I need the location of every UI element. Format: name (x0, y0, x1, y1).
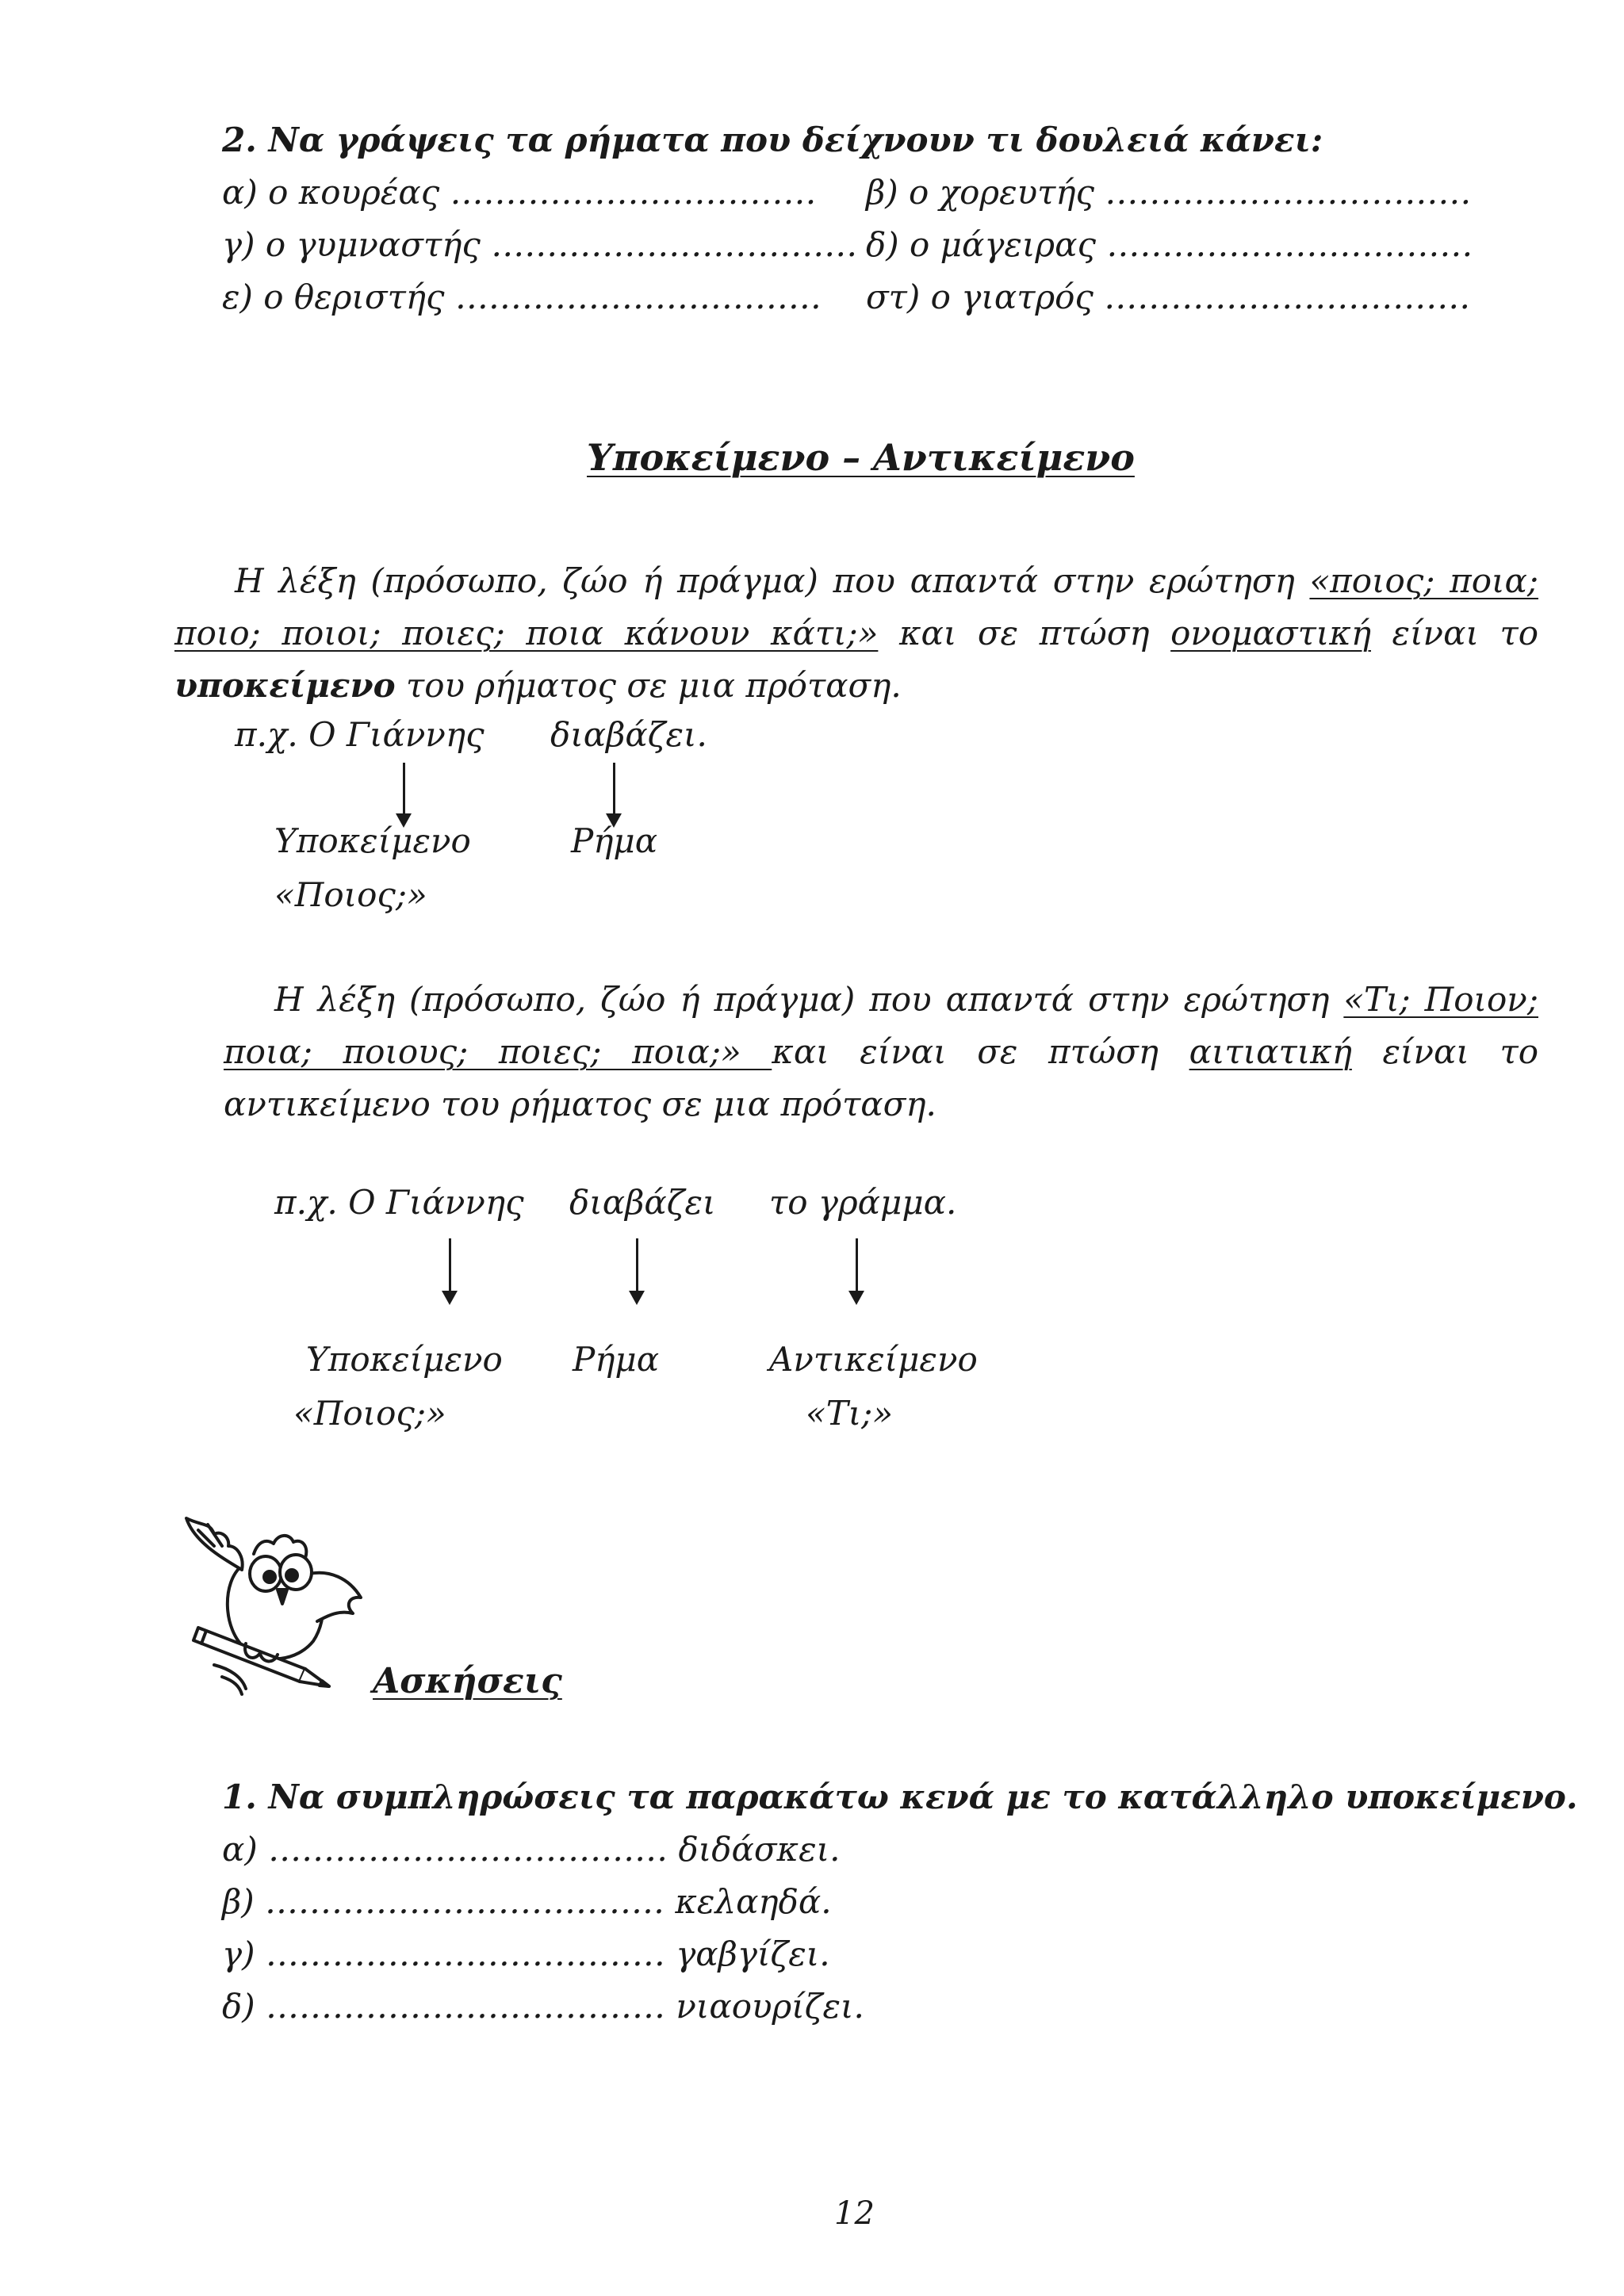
subject-def-text: είναι το (1370, 614, 1538, 652)
object-def-text: και είναι σε πτώση (772, 1032, 1189, 1071)
exercise-1-item: γ) ……………………………… γαβγίζει. (222, 1934, 830, 1973)
object-questions: «Τι; Ποιον; ποια; ποιους; ποιες; ποια;» (224, 980, 1538, 1071)
subject-questions: «ποιος; ποια; ποιο; ποιοι; ποιες; ποια κάνουν κάτι;» (174, 561, 1538, 652)
exercise-2-item: στ) ο γιατρός …………………………… (866, 277, 1471, 316)
example-2-label-verb: Ρήμα (573, 1340, 660, 1379)
example-1-label-subject: Υποκείμενο (274, 821, 471, 860)
exercise-1-item: δ) ……………………………… νιαουρίζει. (222, 1987, 864, 2026)
accusative-case: αιτιατική (1189, 1032, 1352, 1071)
arrow-down-icon (449, 1238, 451, 1294)
example-2-verb: διαβάζει (569, 1183, 716, 1222)
subject-def-text: του ρήματος σε μια πρόταση. (395, 666, 902, 705)
arrow-down-icon (636, 1238, 638, 1294)
example-2-label-subject: Υποκείμενο (306, 1340, 503, 1379)
page-number: 12 (834, 2195, 875, 2232)
exercise-2-item: δ) ο μάγειρας …………………………… (866, 225, 1473, 264)
object-definition (224, 974, 1538, 1131)
exercise-2-item: α) ο κουρέας …………………………… (222, 173, 817, 212)
subject-term: υποκείμενο (174, 666, 396, 705)
object-def-text: είναι το αντικείμενο του ρήματος σε μια πρόταση. (224, 1032, 1538, 1123)
example-1-label-verb: Ρήμα (571, 821, 658, 860)
example-2-object: το γράμμα. (769, 1183, 957, 1222)
exercise-2-heading: 2. Να γράψεις τα ρήματα που δείχνουν τι δουλειά κάνει: (222, 121, 1323, 159)
example-1-sentence: π.χ. Ο Γιάννης (235, 715, 485, 754)
subject-def-text: Η λέξη (πρόσωπο, ζώο ή πράγμα) που απαντά στην ερώτηση (235, 561, 1310, 600)
arrow-down-icon (403, 763, 405, 817)
exercise-2-item: ε) ο θεριστής …………………………… (222, 277, 822, 316)
arrow-down-icon (613, 763, 615, 817)
example-2-question-subject: «Ποιος;» (293, 1394, 446, 1433)
subject-def-text: και σε πτώση (878, 614, 1171, 652)
exercise-1-item: β) ……………………………… κελαηδά. (222, 1882, 832, 1921)
exercise-1-heading: 1. Να συμπληρώσεις τα παρακάτω κενά με το κατάλληλο υποκείμενο. (222, 1777, 1578, 1816)
exercise-1-item: α) ……………………………… διδάσκει. (222, 1830, 841, 1869)
example-2-sentence: π.χ. Ο Γιάννης (274, 1183, 524, 1222)
example-1-question-subject: «Ποιος;» (274, 875, 427, 914)
nominative-case: ονομαστική (1170, 614, 1371, 652)
example-2-label-object: Αντικείμενο (769, 1340, 978, 1379)
owl-with-pencil-icon (167, 1510, 373, 1701)
exercise-2-item: γ) ο γυμναστής …………………………… (222, 225, 858, 264)
exercise-2-item: β) ο χορευτής …………………………… (866, 173, 1472, 212)
arrow-down-icon (856, 1238, 858, 1294)
subject-definition (174, 555, 1538, 712)
object-def-text: Η λέξη (πρόσωπο, ζώο ή πράγμα) που απαντά στην ερώτηση (274, 980, 1344, 1019)
section-title: Υποκείμενο – Αντικείμενο (587, 436, 1135, 479)
example-2-question-object: «Τι;» (806, 1394, 894, 1433)
example-1-verb: διαβάζει. (550, 715, 707, 754)
exercises-heading: Ασκήσεις (373, 1661, 562, 1701)
